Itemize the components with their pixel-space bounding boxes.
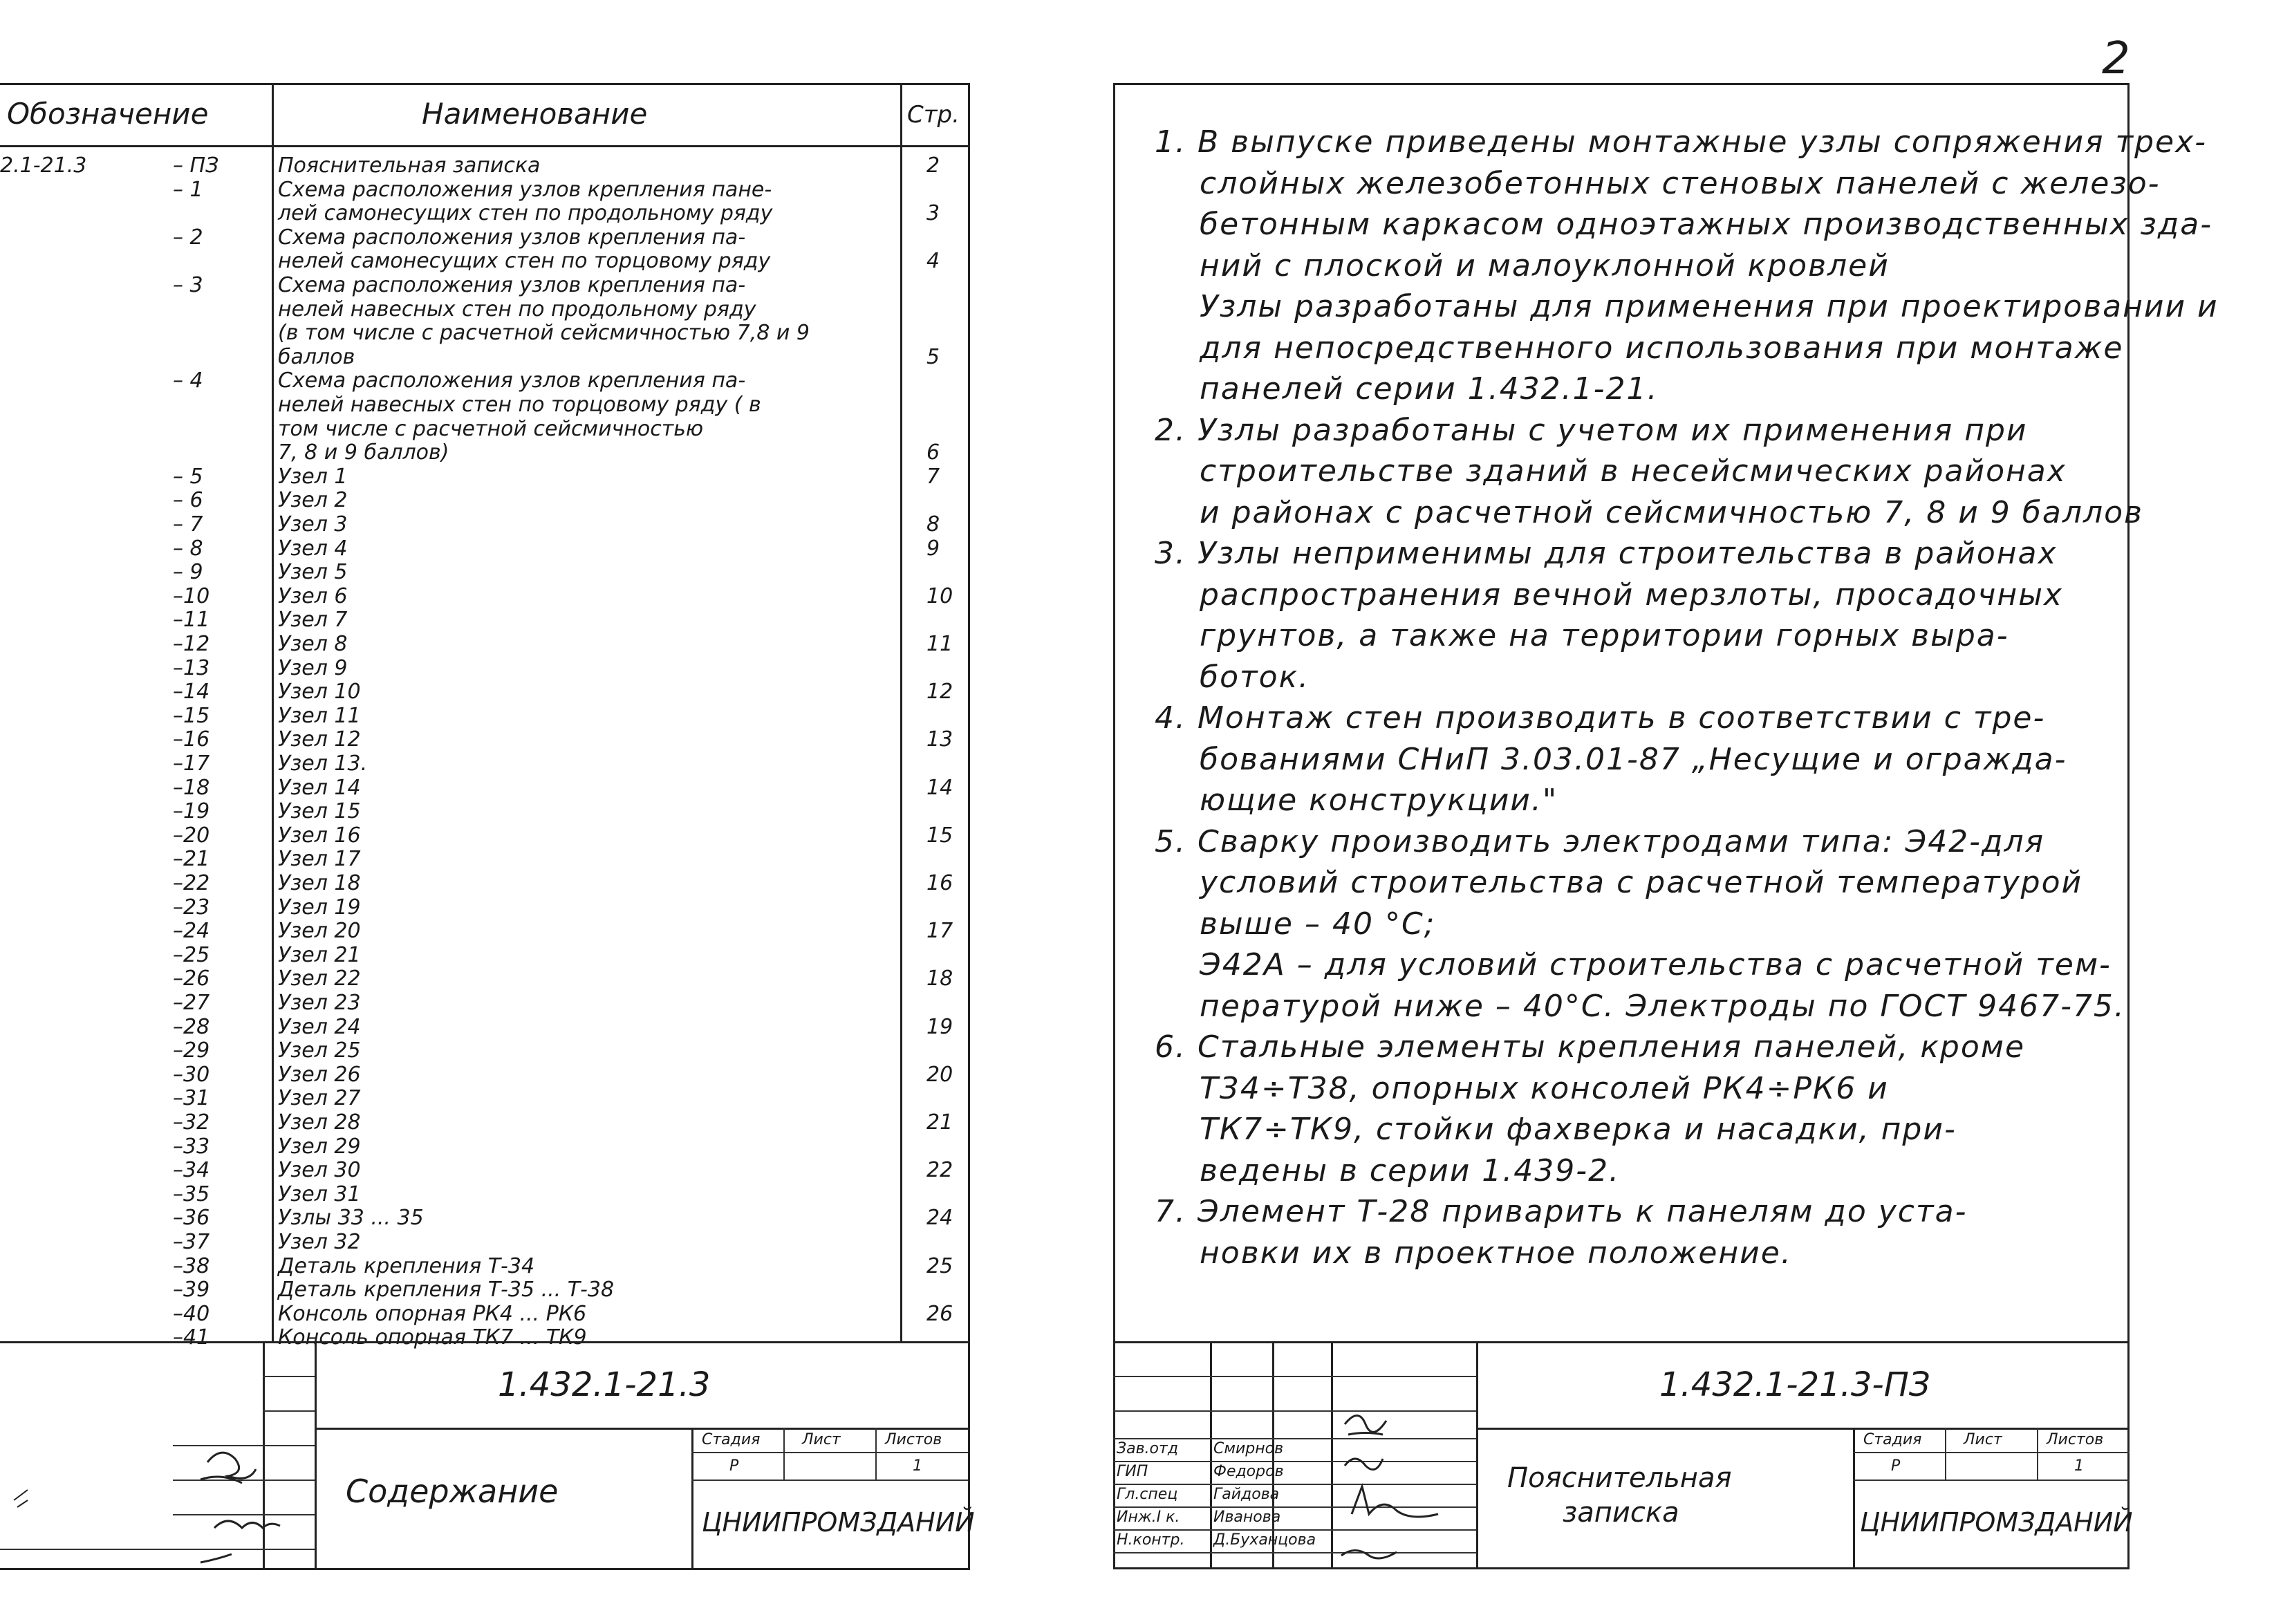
item-suffix: –33	[173, 1134, 210, 1159]
item-suffix: –22	[173, 871, 210, 895]
item-name: Узел 24	[278, 1014, 361, 1039]
item-suffix: –31	[173, 1086, 210, 1111]
item-page: 19	[926, 1014, 953, 1039]
item-suffix: –32	[173, 1110, 210, 1135]
item-page: 4	[926, 249, 940, 274]
item-name: нелей навесных стен по торцовому ряду ( в	[278, 393, 761, 417]
item-page: 26	[926, 1301, 953, 1326]
note-line: для непосредственного использования при монтаже	[1200, 330, 2124, 366]
item-page: 22	[926, 1158, 953, 1183]
item-name: Узел 2	[278, 488, 348, 513]
item-name: Узел 12	[278, 727, 361, 752]
item-suffix: –20	[173, 823, 210, 848]
item-name: Узел 14	[278, 775, 361, 800]
item-page: 24	[926, 1206, 953, 1231]
item-name: нелей навесных стен по продольному ряду	[278, 297, 756, 321]
item-suffix: –30	[173, 1062, 210, 1087]
item-name: Узел 17	[278, 847, 361, 872]
item-suffix: –17	[173, 752, 210, 776]
note-line: слойных железобетонных стеновых панелей с железо-	[1200, 165, 2161, 201]
item-page: 6	[926, 440, 940, 465]
item-page: 13	[926, 727, 953, 752]
note-line: ТК7÷ТК9, стойки фахверка и насадки, при-	[1200, 1112, 1957, 1147]
note-line: условий строительства с расчетной температурой	[1200, 865, 2083, 900]
item-page: 17	[926, 919, 953, 944]
page-number: 2	[2102, 33, 2130, 84]
item-suffix: – 6	[173, 488, 203, 513]
item-page: 7	[926, 464, 940, 489]
left-doc-title: Содержание	[346, 1473, 559, 1510]
item-name: Схема расположения узлов крепления пане-	[278, 177, 772, 202]
item-suffix: –36	[173, 1206, 210, 1231]
item-name: Схема расположения узлов крепления па-	[278, 225, 746, 250]
item-suffix: –10	[173, 584, 210, 608]
item-suffix: –41	[173, 1325, 210, 1350]
item-name: Узел 22	[278, 967, 361, 991]
right-org: ЦНИИПРОМЗДАНИЙ	[1860, 1507, 2133, 1538]
page-header: Стр.	[907, 101, 960, 129]
role-name: Д.Буханцова	[1213, 1531, 1316, 1549]
note-line: пературой ниже – 40°С. Электроды по ГОСТ 9467-75.	[1200, 988, 2125, 1024]
item-name: лей самонесущих стен по продольному ряду	[278, 201, 773, 226]
left-sheet-value: 1	[913, 1457, 922, 1475]
right-doc-title-2: записка	[1563, 1497, 1679, 1529]
note-line: ведены в серии 1.439-2.	[1200, 1152, 1621, 1188]
note-line: новки их в проектное положение.	[1200, 1235, 1792, 1271]
item-suffix: –19	[173, 799, 210, 824]
note-line: Т34÷Т38, опорных консолей РК4÷РК6 и	[1200, 1070, 1889, 1106]
note-line: ний с плоской и малоуклонной кровлей	[1200, 248, 1890, 283]
role-name: Смирнов	[1213, 1440, 1284, 1457]
note-line: 3. Узлы неприменимы для строительства в районах	[1155, 536, 2058, 571]
note-line: 6. Стальные элементы крепления панелей, кроме	[1155, 1029, 2026, 1065]
item-name: Узел 30	[278, 1158, 361, 1183]
item-name: Узлы 33 ... 35	[278, 1206, 424, 1231]
item-page: 10	[926, 584, 953, 608]
item-name: Узел 4	[278, 536, 348, 561]
left-sheet-label: Лист	[802, 1431, 841, 1448]
item-page: 14	[926, 775, 953, 800]
item-name: Схема расположения узлов крепления па-	[278, 368, 746, 393]
item-page: 16	[926, 871, 953, 895]
note-line: и районах с расчетной сейсмичностью 7, 8 и 9 баллов	[1200, 494, 2143, 530]
item-name: Узел 8	[278, 632, 348, 656]
item-name: Узел 28	[278, 1110, 361, 1135]
item-name: Узел 19	[278, 895, 361, 920]
right-doc-title-1: Пояснительная	[1507, 1462, 1732, 1494]
item-page: 20	[926, 1062, 953, 1087]
right-stage-value: Р	[1891, 1457, 1901, 1475]
item-name: Деталь крепления Т-35 ... Т-38	[278, 1278, 615, 1303]
note-line: Узлы разработаны для применения при проектировании и	[1200, 289, 2219, 324]
item-suffix: –11	[173, 608, 210, 633]
item-suffix: –25	[173, 942, 210, 967]
item-suffix: –18	[173, 775, 210, 800]
note-line: бованиями СНиП 3.03.01-87 „Несущие и ограждa-	[1200, 741, 2067, 777]
item-suffix: –21	[173, 847, 210, 872]
item-name: Деталь крепления Т-34	[278, 1253, 535, 1278]
left-sheets-label: Листов	[885, 1431, 942, 1448]
item-name: Узел 18	[278, 871, 361, 895]
item-name: Узел 6	[278, 584, 348, 608]
note-line: ющие конструкции."	[1200, 783, 1558, 818]
item-name: Узел 26	[278, 1062, 361, 1087]
name-header: Наименование	[422, 97, 648, 131]
item-name: Консоль опорная ТК7 ... ТК9	[278, 1325, 587, 1350]
item-suffix: –27	[173, 991, 210, 1015]
left-signatures	[0, 1341, 318, 1569]
item-name: Узел 25	[278, 1038, 361, 1063]
left-stage-label: Стадия	[702, 1431, 761, 1448]
item-name: Пояснительная записка	[278, 153, 541, 178]
item-suffix: –29	[173, 1038, 210, 1063]
note-line: грунтов, а также на территории горных выра-	[1200, 618, 2009, 653]
note-line: выше – 40 °С;	[1200, 906, 1436, 942]
role-name: Гайдова	[1213, 1486, 1280, 1503]
item-name: Узел 3	[278, 512, 348, 536]
note-line: строительстве зданий в несейсмических районах	[1200, 454, 2067, 489]
item-name: Узел 15	[278, 799, 361, 824]
item-name: (в том числе с расчетной сейсмичностью 7,8 и 9	[278, 321, 810, 346]
item-page: 12	[926, 680, 953, 704]
item-name: Узел 5	[278, 560, 348, 585]
note-line: распространения вечной мерзлоты, просадочных	[1200, 577, 2063, 613]
item-suffix: –26	[173, 967, 210, 991]
left-org: ЦНИИПРОМЗДАНИЙ	[702, 1507, 975, 1538]
left-stage-value: Р	[729, 1457, 739, 1475]
role-label: Зав.отд	[1117, 1440, 1179, 1457]
item-suffix: –34	[173, 1158, 210, 1183]
note-line: 7. Элемент Т-28 приварить к панелям до уста-	[1155, 1194, 1968, 1229]
note-line: панелей серии 1.432.1-21.	[1200, 371, 1659, 407]
note-line: бетонным каркасом одноэтажных производственных зда-	[1200, 207, 2213, 242]
item-suffix: –15	[173, 703, 210, 728]
role-name: Федоров	[1213, 1463, 1284, 1480]
item-name: Узел 31	[278, 1182, 361, 1206]
item-suffix: – 9	[173, 560, 203, 585]
item-page: 2	[926, 153, 940, 178]
item-name: баллов	[278, 344, 355, 369]
item-page: 9	[926, 536, 940, 561]
item-page: 18	[926, 967, 953, 991]
item-page: 15	[926, 823, 953, 848]
item-suffix: –12	[173, 632, 210, 656]
role-label: ГИП	[1117, 1463, 1148, 1480]
note-line: 2. Узлы разработаны с учетом их применения при	[1155, 412, 2028, 448]
item-page: 21	[926, 1110, 953, 1135]
item-page: 11	[926, 632, 953, 656]
item-suffix: – 7	[173, 512, 203, 536]
item-suffix: –14	[173, 680, 210, 704]
role-name: Иванова	[1213, 1509, 1281, 1526]
right-sheet-label: Лист	[1964, 1431, 2002, 1448]
item-name: Узел 7	[278, 608, 348, 633]
item-suffix: –23	[173, 895, 210, 920]
item-suffix: –35	[173, 1182, 210, 1206]
item-suffix: –37	[173, 1230, 210, 1254]
designation-header: Обозначение	[7, 97, 209, 131]
note-line: боток.	[1200, 659, 1310, 695]
item-name: Узел 32	[278, 1230, 361, 1254]
note-line: 4. Монтаж стен производить в соответствии с тре-	[1155, 700, 2046, 736]
item-suffix: – 2	[173, 225, 203, 250]
role-label: Н.контр.	[1117, 1531, 1185, 1549]
item-name: Узел 29	[278, 1134, 361, 1159]
item-suffix: –24	[173, 919, 210, 944]
item-suffix: – 3	[173, 273, 203, 297]
right-sheet-value: 1	[2074, 1457, 2084, 1475]
left-doc-code: 1.432.1-21.3	[498, 1365, 711, 1404]
item-name: Узел 23	[278, 991, 361, 1015]
item-suffix: –40	[173, 1301, 210, 1326]
item-page: 8	[926, 512, 940, 536]
note-line: 5. Сварку производить электродами типа: Э42-для	[1155, 823, 2045, 859]
item-name: Узел 20	[278, 919, 361, 944]
item-suffix: –28	[173, 1014, 210, 1039]
item-suffix: – 8	[173, 536, 203, 561]
right-sheets-label: Листов	[2047, 1431, 2104, 1448]
item-name: Узел 10	[278, 680, 361, 704]
item-name: Узел 21	[278, 942, 361, 967]
item-page: 5	[926, 344, 940, 369]
item-name: нелей самонесущих стен по торцовому ряду	[278, 249, 771, 274]
note-line: Э42А – для условий строительства с расчетной тем-	[1200, 947, 2112, 982]
item-name: Узел 27	[278, 1086, 361, 1111]
note-line: 1. В выпуске приведены монтажные узлы сопряжения трех-	[1155, 124, 2208, 160]
item-page: 25	[926, 1253, 953, 1278]
item-name: Узел 9	[278, 655, 348, 680]
item-suffix: –16	[173, 727, 210, 752]
right-signatures	[1331, 1410, 1476, 1569]
right-stage-label: Стадия	[1863, 1431, 1922, 1448]
item-name: Узел 11	[278, 703, 361, 728]
item-name: Узел 1	[278, 464, 348, 489]
right-doc-code: 1.432.1-21.3-ПЗ	[1659, 1365, 1930, 1404]
item-name: 7, 8 и 9 баллов)	[278, 440, 449, 465]
item-suffix: – 1	[173, 177, 203, 202]
item-suffix: –13	[173, 655, 210, 680]
role-label: Гл.спец	[1117, 1486, 1178, 1503]
item-suffix: –39	[173, 1278, 210, 1303]
item-suffix: –38	[173, 1253, 210, 1278]
item-code: 2.1-21.3	[0, 153, 87, 178]
item-name: Узел 13.	[278, 752, 368, 776]
item-name: том числе с расчетной сейсмичностью	[278, 416, 704, 441]
item-name: Консоль опорная РК4 ... РК6	[278, 1301, 587, 1326]
item-suffix: – ПЗ	[173, 153, 219, 178]
item-name: Схема расположения узлов крепления па-	[278, 273, 746, 297]
role-label: Инж.I к.	[1117, 1509, 1180, 1526]
item-page: 3	[926, 201, 940, 226]
item-suffix: – 5	[173, 464, 203, 489]
item-suffix: – 4	[173, 368, 203, 393]
item-name: Узел 16	[278, 823, 361, 848]
